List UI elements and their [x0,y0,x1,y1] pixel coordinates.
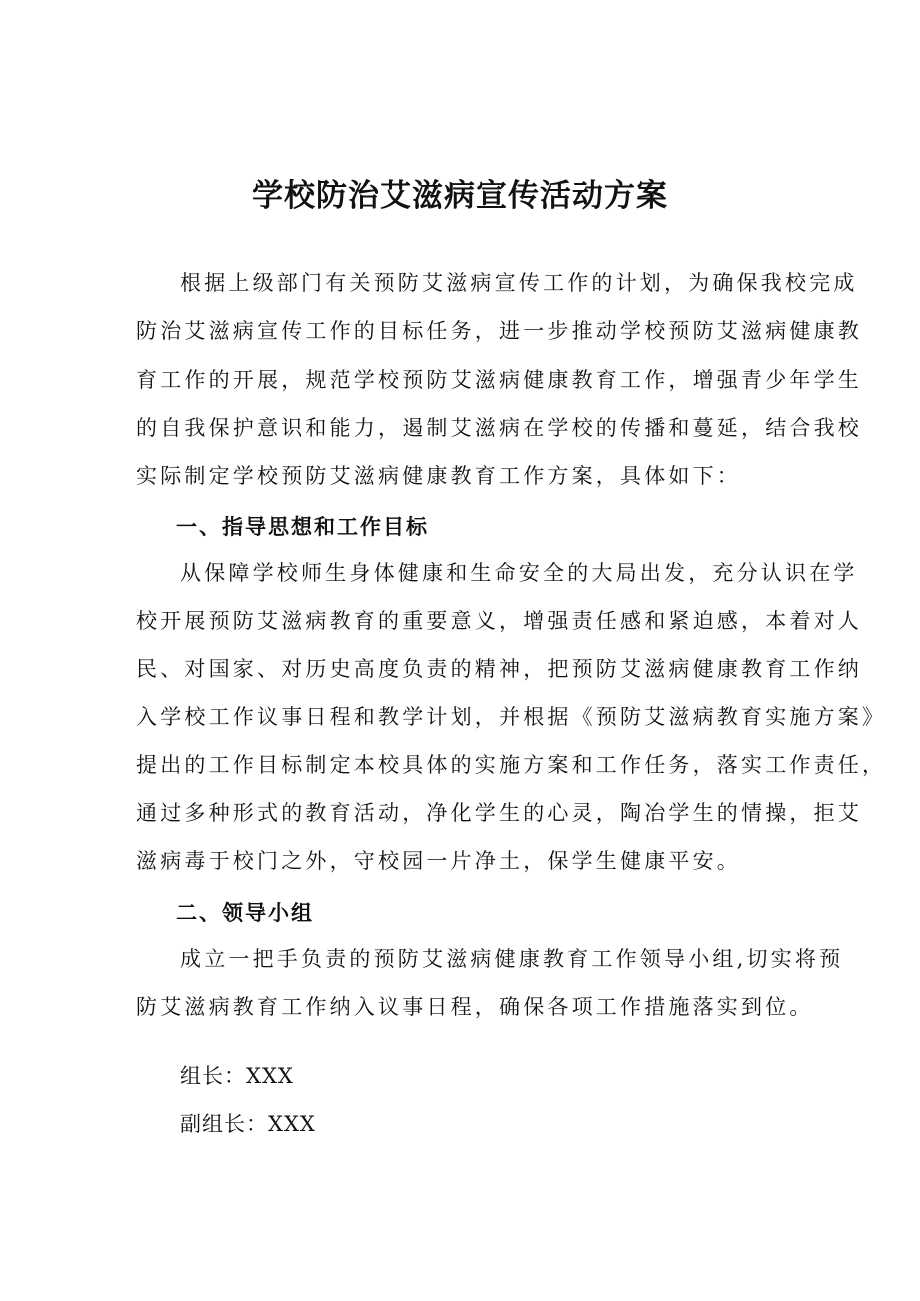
deputy-group-leader: 副组长：XXX [180,1112,316,1136]
paragraph-line: 校开展预防艾滋病教育的重要意义，增强责任感和紧迫感，本着对人 [136,609,862,633]
paragraph-line: 民、对国家、对历史高度负责的精神，把预防艾滋病健康教育工作纳 [136,657,862,681]
section-heading-1: 一、指导思想和工作目标 [176,515,429,539]
paragraph-line: 育工作的开展，规范学校预防艾滋病健康教育工作，增强青少年学生 [136,368,862,392]
paragraph-line: 从保障学校师生身体健康和生命安全的大局出发，充分认识在学 [180,561,858,585]
paragraph-line: 防艾滋病教育工作纳入议事日程，确保各项工作措施落实到位。 [136,995,814,1019]
paragraph-line: 的自我保护意识和能力，遏制艾滋病在学校的传播和蔓延，结合我校 [136,416,862,440]
document-title: 学校防治艾滋病宣传活动方案 [252,178,668,214]
paragraph-line: 通过多种形式的教育活动，净化学生的心灵，陶冶学生的情操，拒艾 [136,801,862,825]
paragraph-line: 滋病毒于校门之外，守校园一片净土，保学生健康平安。 [136,849,741,873]
section-heading-2: 二、领导小组 [176,901,314,925]
paragraph-line: 入学校工作议事日程和教学计划，并根据《预防艾滋病教育实施方案》 [136,705,887,729]
paragraph-line: 根据上级部门有关预防艾滋病宣传工作的计划，为确保我校完成 [180,271,858,295]
paragraph-line: 成立一把手负责的预防艾滋病健康教育工作领导小组,切实将预 [180,947,844,971]
paragraph-line: 提出的工作目标制定本校具体的实施方案和工作任务，落实工作责任， [136,753,887,777]
paragraph-line: 实际制定学校预防艾滋病健康教育工作方案，具体如下： [136,464,741,488]
group-leader: 组长：XXX [180,1064,294,1088]
paragraph-line: 防治艾滋病宣传工作的目标任务，进一步推动学校预防艾滋病健康教 [136,319,862,343]
